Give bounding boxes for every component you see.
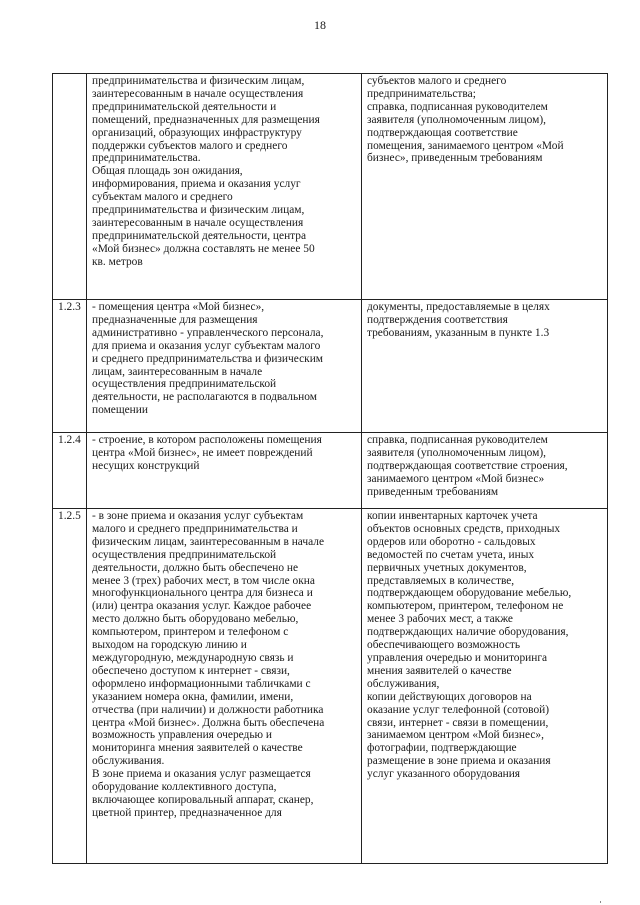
text-line: подтверждающих наличие оборудования, (367, 626, 569, 639)
text-line: объектов основных средств, приходных (367, 522, 561, 535)
text-line: центра «Мой бизнес». Должна быть обеспечена (92, 716, 325, 729)
requirement-cell (87, 433, 362, 509)
text-line: представляемых в количестве, (367, 574, 515, 587)
text-line: подтверждающем оборудование мебелью, (367, 587, 572, 600)
item-number (53, 74, 87, 300)
text-line: мониторинга мнения заявителей о качестве (92, 742, 303, 755)
text-line: документы, предоставляемые в целях (367, 301, 550, 313)
text-line: занимаемом центром «Мой бизнес», (367, 729, 544, 742)
text-line: копии действующих договоров на (367, 690, 532, 703)
text-line: предпринимательства и физическим лицам, (92, 75, 305, 87)
text-line: предназначенные для размещения (92, 313, 258, 326)
text-line: обеспечивающего возможность (367, 639, 521, 652)
text-line: справка, подписанная руководителем (367, 434, 548, 446)
text-line: управления очередью и мониторинга (367, 651, 548, 664)
text-line: заинтересованным в начале осуществления (92, 87, 304, 100)
text-line: субъектов малого и среднего (367, 75, 507, 87)
text-line: предпринимательской деятельности, центра (92, 229, 307, 242)
text-line: мнения заявителей о качестве (367, 664, 512, 677)
text-line: включающее копировальный аппарат, сканер, (92, 793, 314, 806)
text-line: организаций, образующих инфраструктуру (92, 126, 302, 139)
evidence-cell (362, 300, 608, 433)
text-line: междугородную, международную связь и (92, 651, 294, 664)
item-number: 1.2.4 (53, 433, 87, 509)
text-line: осуществления предпринимательской (92, 548, 277, 561)
table-row (53, 300, 608, 433)
text-line: менее 3 (трех) рабочих мест, в том числе окна (92, 574, 315, 587)
evidence-cell (362, 74, 608, 300)
text-line: отчества (при наличии) и должности работника (92, 703, 324, 716)
text-line: физическим лицам, заинтересованным в начале (92, 535, 325, 548)
text-line: обеспечено доступом к интернет - связи, (92, 664, 290, 677)
text-line: компьютером, принтером и телефоном с (92, 626, 289, 639)
table-body (53, 74, 608, 864)
text-line: оказание услуг телефонной (сотовой) (367, 703, 550, 716)
text-line: занимаемого центром «Мой бизнес» (367, 472, 545, 485)
text-line: копии инвентарных карточек учета (367, 510, 538, 522)
text-line: деятельности, должно быть обеспечено не (92, 561, 299, 574)
table-row (53, 433, 608, 509)
text-line: информирования, приема и оказания услуг (92, 178, 301, 191)
text-line: обслуживания, (367, 677, 440, 690)
text-line: оборудование коллективного доступа, (92, 781, 277, 794)
text-line: (или) центра оказания услуг. Каждое рабочее (92, 600, 312, 613)
text-line: подтверждения соответствия (367, 313, 508, 326)
text-line: лицам, заинтересованным в начале (92, 365, 263, 378)
evidence-cell (362, 509, 608, 864)
text-line: связи, интернет - связи в помещении, (367, 716, 549, 729)
text-line: подтверждающая соответствие строения, (367, 459, 568, 472)
text-line: требованиям, указанным в пункте 1.3 (367, 326, 550, 339)
text-line: многофункционального центра для бизнеса и (92, 587, 313, 600)
scan-mark (600, 901, 601, 903)
text-line: заявителя (уполномоченным лицом), (367, 113, 546, 126)
text-line: - строение, в котором расположены помещения (92, 434, 322, 446)
text-line: указанием номера окна, фамилии, имени, (92, 690, 294, 703)
text-line: В зоне приема и оказания услуг размещается (92, 768, 311, 781)
text-line: поддержки субъектов малого и среднего (92, 139, 288, 152)
text-line: кв. метров (92, 255, 143, 268)
requirement-cell (87, 300, 362, 433)
text-line: ордеров или оборотно - сальдовых (367, 535, 536, 548)
text-line: и среднего предпринимательства и физическим (92, 352, 323, 365)
text-line: место должно быть оборудовано мебелью, (92, 613, 299, 626)
text-line: справка, подписанная руководителем (367, 100, 548, 113)
item-number: 1.2.3 (53, 300, 87, 433)
text-line: Общая площадь зон ожидания, (92, 165, 243, 178)
text-line: ведомостей по счетам учета, иных (367, 548, 535, 561)
text-line: малого и среднего предпринимательства и (92, 522, 298, 535)
text-line: административно - управленческого персонала, (92, 326, 324, 339)
text-line: предпринимательской деятельности и (92, 100, 277, 113)
text-line: деятельности, не располагаются в подвальном (92, 391, 317, 404)
text-line: компьютером, принтером, телефоном не (367, 600, 564, 613)
text-line: менее 3 рабочих мест, а также (367, 613, 513, 626)
text-line: обслуживания. (92, 755, 165, 768)
requirement-cell (87, 509, 362, 864)
requirement-cell (87, 74, 362, 300)
text-line: - в зоне приема и оказания услуг субъектам (92, 510, 304, 522)
text-line: предпринимательства. (92, 152, 201, 165)
text-line: центра «Мой бизнес», не имеет повреждений (92, 446, 313, 459)
text-line: подтверждающая соответствие (367, 126, 518, 139)
table-row (53, 74, 608, 300)
text-line: заявителя (уполномоченным лицом), (367, 446, 546, 459)
text-line: оформлено информационными табличками с (92, 677, 311, 690)
text-line: бизнес», приведенным требованиям (367, 152, 543, 165)
text-line: возможность управления очередью и (92, 729, 272, 742)
text-line: помещений, предназначенных для размещения (92, 113, 320, 126)
text-line: несущих конструкций (92, 459, 200, 472)
table-row (53, 509, 608, 864)
text-line: заинтересованным в начале осуществления (92, 216, 304, 229)
text-line: - помещения центра «Мой бизнес», (92, 301, 265, 313)
text-line: для приема и оказания услуг субъектам малого (92, 339, 321, 352)
text-line: помещения, занимаемого центром «Мой (367, 139, 564, 152)
text-line: осуществления предпринимательской (92, 378, 277, 391)
text-line: субъектам малого и среднего (92, 191, 233, 204)
text-line: предпринимательства и физическим лицам, (92, 204, 305, 217)
text-line: цветной принтер, предназначенное для (92, 806, 282, 819)
text-line: помещении (92, 404, 148, 417)
requirements-table (52, 73, 608, 864)
text-line: услуг указанного оборудования (367, 768, 521, 781)
text-line: предпринимательства; (367, 87, 476, 100)
item-number: 1.2.5 (53, 509, 87, 864)
text-line: выходом на городскую линию и (92, 639, 247, 652)
text-line: фотографии, подтверждающие (367, 742, 517, 755)
page-number: 18 (314, 18, 326, 32)
text-line: «Мой бизнес» должна составлять не менее 50 (92, 242, 315, 255)
text-line: размещение в зоне приема и оказания (367, 755, 551, 768)
text-line: приведенным требованиям (367, 485, 499, 498)
evidence-cell (362, 433, 608, 509)
text-line: первичных учетных документов, (367, 561, 527, 574)
